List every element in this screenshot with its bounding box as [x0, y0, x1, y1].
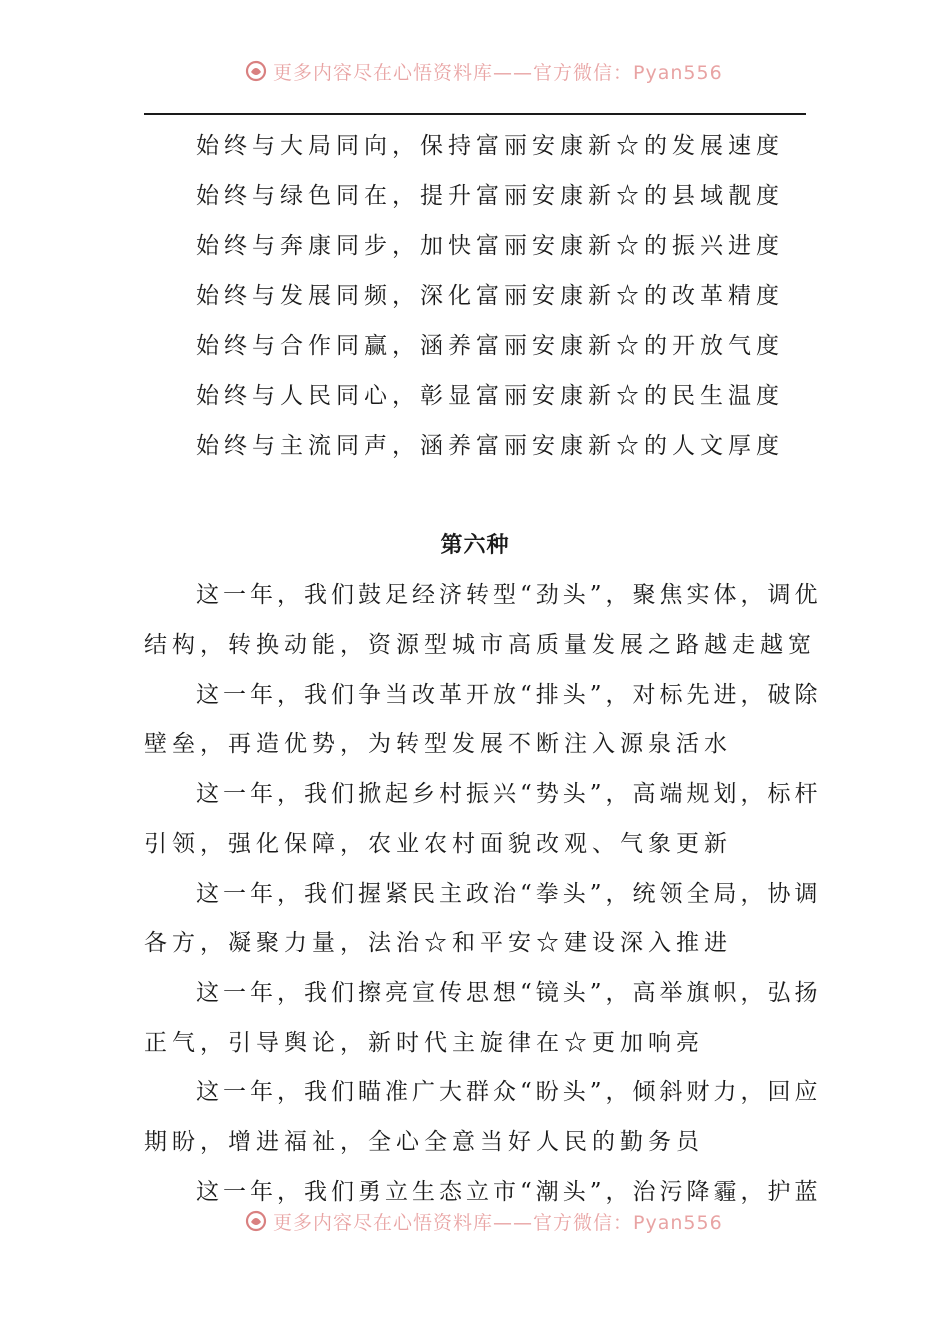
paragraph-line: 这一年，我们掀起乡村振兴“势头”，高端规划，标杆 [196, 781, 822, 807]
watermark-text: 更多内容尽在心悟资料库——官方微信：Pyan556 [273, 61, 723, 84]
paragraph-line: 正气，引导舆论，新时代主旋律在☆更加响亮 [144, 1030, 704, 1056]
poem-line: 始终与主流同声，涵养富丽安康新☆的人文厚度 [196, 433, 784, 459]
poem-line: 始终与合作同赢，涵养富丽安康新☆的开放气度 [196, 333, 784, 359]
poem-line: 始终与绿色同在，提升富丽安康新☆的县域靓度 [196, 183, 784, 209]
paragraph-line: 各方，凝聚力量，法治☆和平安☆建设深入推进 [144, 930, 732, 956]
paragraph-line: 期盼，增进福祉，全心全意当好人民的勤务员 [144, 1129, 704, 1155]
poem-line: 始终与奔康同步，加快富丽安康新☆的振兴进度 [196, 233, 784, 259]
footer-watermark [245, 1206, 723, 1236]
header-rule [144, 113, 806, 115]
poem-line: 始终与人民同心，彰显富丽安康新☆的民生温度 [196, 383, 784, 409]
header-watermark [245, 56, 723, 86]
paragraph-line: 这一年，我们握紧民主政治“拳头”，统领全局，协调 [196, 881, 822, 907]
paragraph-line: 引领，强化保障，农业农村面貌改观、气象更新 [144, 831, 732, 857]
paragraph-line: 这一年，我们鼓足经济转型“劲头”，聚焦实体，调优 [196, 582, 822, 608]
section-title: 第六种 [440, 533, 510, 558]
poem-line: 始终与大局同向，保持富丽安康新☆的发展速度 [196, 133, 784, 159]
logo-icon [245, 1210, 267, 1232]
paragraph-line: 这一年，我们勇立生态立市“潮头”，治污降霾，护蓝 [196, 1179, 822, 1205]
paragraph-line: 这一年，我们争当改革开放“排头”，对标先进，破除 [196, 682, 822, 708]
paragraph-line: 这一年，我们擦亮宣传思想“镜头”，高举旗帜，弘扬 [196, 980, 822, 1006]
watermark-text: 更多内容尽在心悟资料库——官方微信：Pyan556 [273, 1211, 723, 1234]
paragraph-line: 结构，转换动能，资源型城市高质量发展之路越走越宽 [144, 632, 816, 658]
logo-icon [245, 60, 267, 82]
poem-line: 始终与发展同频，深化富丽安康新☆的改革精度 [196, 283, 784, 309]
paragraph-line: 这一年，我们瞄准广大群众“盼头”，倾斜财力，回应 [196, 1079, 822, 1105]
paragraph-line: 壁垒，再造优势，为转型发展不断注入源泉活水 [144, 731, 732, 757]
